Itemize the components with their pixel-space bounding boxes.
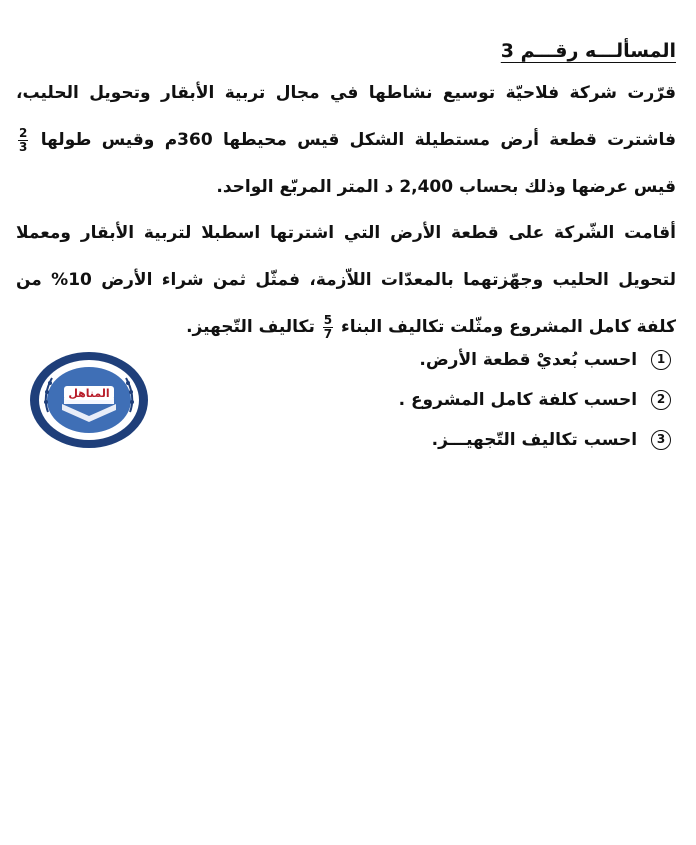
almanahel-logo (28, 350, 150, 450)
question-item (399, 380, 671, 420)
fraction-numerator: 5 (323, 312, 333, 327)
fraction-denominator: 7 (323, 326, 333, 341)
questions-list (399, 340, 671, 460)
question-item (399, 340, 671, 380)
paragraph-land-purchase (16, 70, 676, 211)
fraction-construction (323, 314, 333, 341)
fraction-denominator: 3 (19, 139, 28, 154)
circled-number: 3 (651, 430, 671, 450)
question-text: احسب تكاليف التّجهيـــز. (431, 430, 638, 450)
paragraph-project-costs (16, 210, 676, 351)
exercise-title: المسألـــه رقـــم 3 (500, 40, 676, 62)
question-item (399, 420, 671, 460)
paragraph1-text-b: قيس عرضها وذلك بحساب 2,400 د المتر المربّع الواحد. (216, 177, 676, 197)
logo-text: المناهل (68, 387, 110, 400)
fraction-numerator: 2 (19, 125, 28, 140)
paragraph1-text-a: قرّرت شركة فلاحيّة توسيع نشاطها في مجال تربية الأبقار وتحويل الحليب، فاشترت قطعة أرض مستطيلة الشكل قيس محيطها 360م وقيس طولها (16, 83, 677, 150)
paragraph2-text-b: تكاليف التّجهيز. (186, 317, 315, 337)
paragraph2-text-a: أقامت الشّركة على قطعة الأرض التي اشترتها اسطبلا لتربية الأبقار ومعملا لتحويل الحليب وجهّزتهما بالمعدّات اللاّزمة، فمثّل ثمن شراء الأرض 10% من كلفة كامل المشروع ومثّلت تكاليف البناء (16, 223, 676, 337)
question-text: احسب كلفة كامل المشروع . (398, 390, 638, 410)
fraction-length (18, 127, 28, 154)
circled-number: 2 (651, 390, 671, 410)
question-text: احسب بُعديْ قطعة الأرض. (419, 350, 638, 370)
circled-number: 1 (651, 350, 671, 370)
